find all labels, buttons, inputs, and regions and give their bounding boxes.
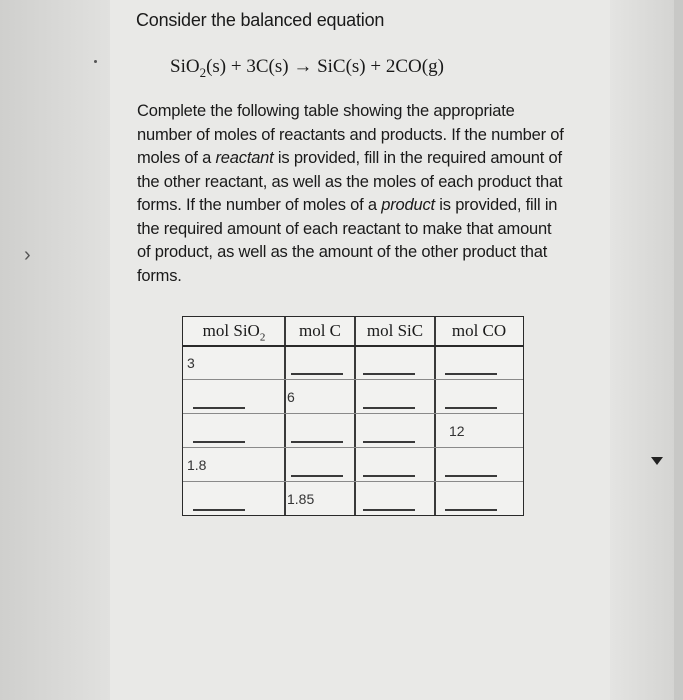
answer-blank[interactable]: [193, 407, 245, 409]
balanced-equation: [170, 56, 444, 81]
col-divider: [284, 317, 286, 515]
table-cell[interactable]: 3: [187, 355, 195, 371]
answer-blank[interactable]: [193, 509, 245, 511]
equation-rest: (s) + 3C(s) → SiC(s) + 2CO(g): [206, 56, 444, 77]
header-mol-c: mol C: [298, 321, 342, 340]
answer-blank[interactable]: [291, 373, 343, 375]
instructions-part3: is provided, fill in the required amount of each reactant to make that amount of product, as well as the amount of the other product that forms.: [137, 196, 558, 285]
instructions-em-product: product: [381, 196, 435, 214]
row-divider: [183, 379, 523, 380]
header-mol-sio2: mol SiO$_2$: [202, 321, 266, 344]
col-divider: [434, 317, 436, 515]
answer-blank[interactable]: [291, 475, 343, 477]
instructions-text: [137, 100, 567, 288]
right-margin: [610, 0, 683, 700]
scrollbar-track[interactable]: [674, 0, 683, 700]
table-cell[interactable]: 1.85: [287, 491, 315, 507]
row-divider: [183, 345, 523, 347]
answer-blank[interactable]: [363, 373, 415, 375]
instructions-part2: is provided, fill in the required amount of the other reactant, as well as the moles of each product that forms. If the number of moles of a: [137, 149, 563, 214]
left-margin: [0, 0, 110, 700]
row-divider: [183, 447, 523, 448]
answer-blank[interactable]: [193, 441, 245, 443]
table-cell[interactable]: 6: [287, 389, 295, 405]
equation-subscript: 2: [199, 64, 207, 80]
question-heading: Consider the balanced equation: [136, 10, 385, 30]
table-cell[interactable]: 1.8: [187, 457, 207, 473]
moles-table: [182, 316, 524, 516]
row-divider: [183, 413, 523, 414]
caret-down-icon[interactable]: [651, 457, 663, 465]
header-mol-sic: mol SiC: [366, 321, 424, 340]
equation-reactant1: SiO: [170, 56, 200, 77]
row-divider: [183, 481, 523, 482]
instructions-part1: Complete the following table showing the appropriate number of moles of reactants and products. If the number of moles of a: [137, 102, 564, 167]
answer-blank[interactable]: [445, 509, 497, 511]
answer-blank[interactable]: [363, 509, 415, 511]
answer-blank[interactable]: [445, 475, 497, 477]
answer-blank[interactable]: [363, 475, 415, 477]
instructions-em-reactant: reactant: [215, 149, 274, 167]
col-divider: [354, 317, 356, 515]
answer-blank[interactable]: [445, 373, 497, 375]
answer-blank[interactable]: [363, 441, 415, 443]
answer-blank[interactable]: [363, 407, 415, 409]
answer-blank[interactable]: [445, 407, 497, 409]
table-cell[interactable]: 12: [449, 423, 465, 439]
chevron-right-icon[interactable]: ›: [24, 244, 31, 266]
answer-blank[interactable]: [291, 441, 343, 443]
header-mol-co: mol CO: [451, 321, 507, 340]
bullet-dot: [94, 60, 97, 63]
